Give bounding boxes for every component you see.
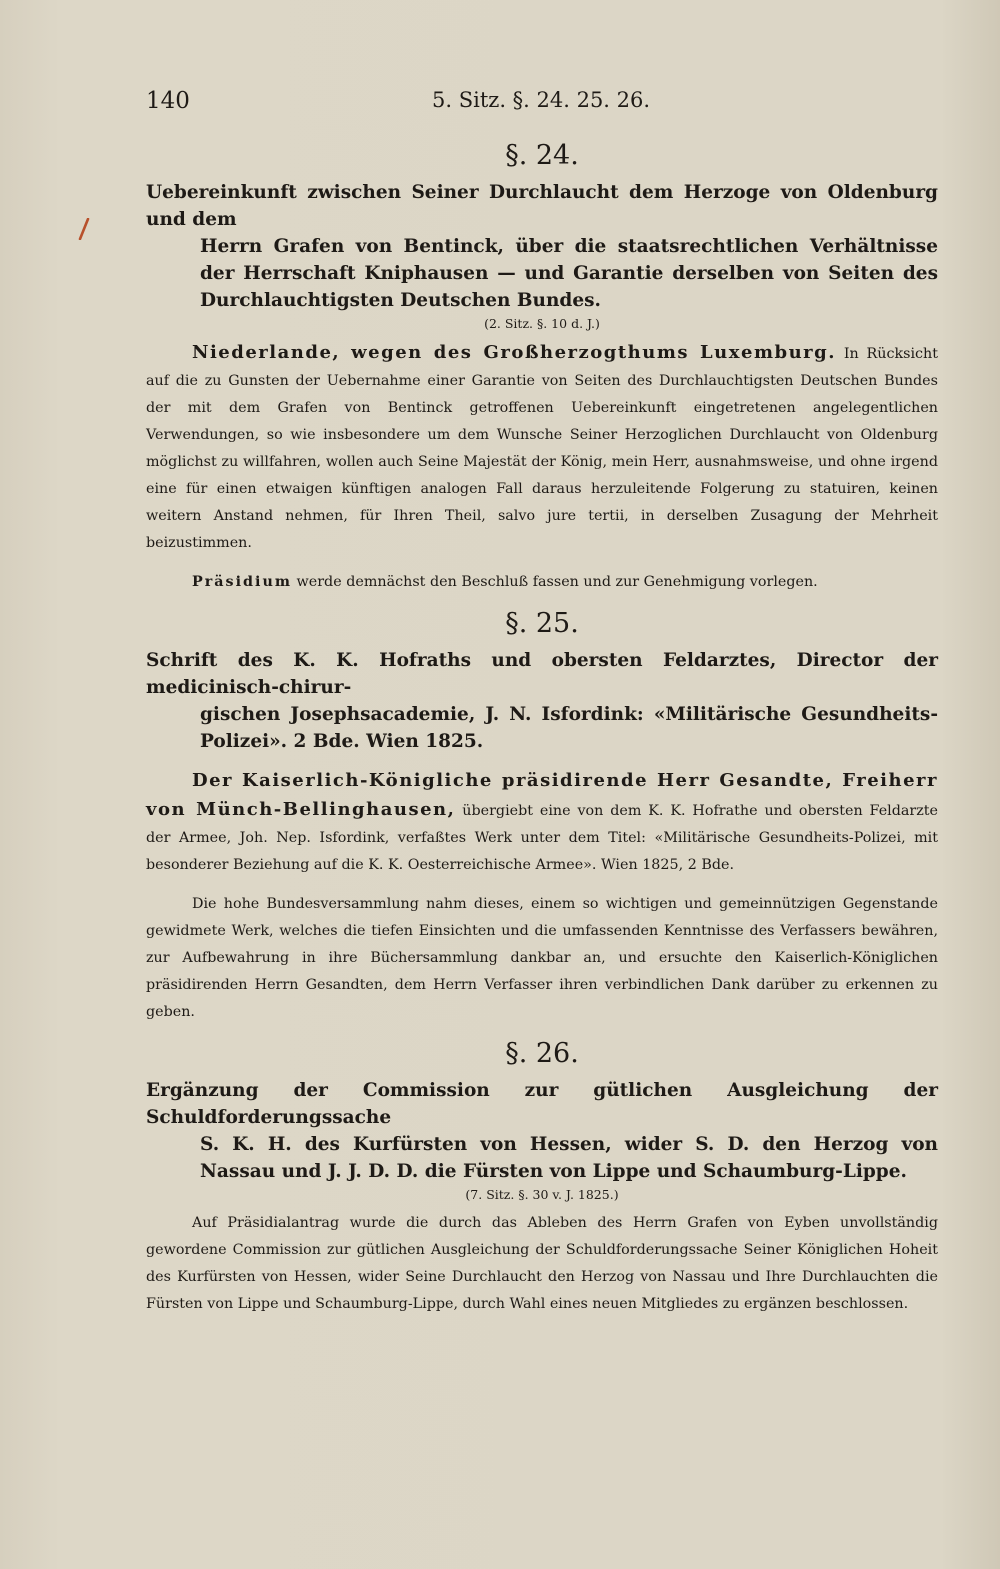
- section-26-title-line1: Ergänzung der Commission zur gütlichen Ausgleichung der Schuldforderungssache: [146, 1080, 938, 1128]
- running-title: 5. Sitz. §. 24. 25. 26.: [432, 88, 651, 112]
- section-24-p2-text: werde demnächst den Beschluß fassen und zur Genehmigung vorlegen.: [291, 574, 818, 590]
- section-24-paragraph-2: [146, 569, 938, 596]
- running-head: [146, 88, 938, 128]
- section-26-citation: (7. Sitz. §. 30 v. J. 1825.): [465, 1187, 619, 1202]
- section-26-paragraph-1: Auf Präsidialantrag wurde die durch das Ableben des Herrn Grafen von Eyben unvollständig gewordene Commission zur gütlichen Ausgleichung der Schuldforderungssache Seiner Königlichen Hoheit des Kurfürsten von Hessen, wider Seine Durchlaucht den Herzog von Nassau und Ihre Durchlauchten die Fürsten von Lippe und Schaumburg-Lippe, durch Wahl eines neuen Mitgliedes zu ergänzen beschlossen.: [146, 1215, 938, 1312]
- section-24-citation: (2. Sitz. §. 10 d. J.): [484, 316, 600, 331]
- page-content: [146, 88, 938, 1318]
- section-25-paragraph-1: [146, 767, 938, 879]
- page-number: 140: [146, 88, 190, 114]
- section-24-number: §. 24.: [505, 140, 579, 171]
- section-25-number: §. 25.: [505, 608, 579, 639]
- section-24-title-rest: Herrn Grafen von Bentinck, über die staatsrechtlichen Verhältnisse der Herrschaft Kniphausen — und Garantie derselben von Seiten des Durchlauchtigsten Deutschen Bundes.: [200, 236, 938, 311]
- section-25-p1-lead: Der Kaiserlich-Königliche präsidirende Herr Gesandte, Freiherr von Münch-Bellinghausen,: [146, 770, 938, 820]
- section-24-p2-lead: Präsidium: [192, 574, 292, 590]
- section-24-paragraph-1: [146, 339, 938, 557]
- section-24-title: [146, 179, 938, 314]
- section-24-p1-text: In Rücksicht auf die zu Gunsten der Uebernahme einer Garantie von Seiten des Durchlauchtigsten Deutschen Bundes der mit dem Grafen von Bentinck getroffenen Uebereinkunft eingetretenen angelegentlichen Verwendungen, so wie insbesondere um dem Wunsche Seiner Herzoglichen Durchlaucht von Oldenburg möglichst zu willfahren, wollen auch Seine Majestät der König, mein Herr, ausnahmsweise, und ohne irgend eine für einen etwaigen künftigen analogen Fall daraus herzuleitende Folgerung zu statuiren, keinen weitern Anstand nehmen, für Ihren Theil, salvo jure tertii, in derselben Zusagung der Mehrheit beizustimmen.: [146, 346, 938, 551]
- section-25-paragraph-2: Die hohe Bundesversammlung nahm dieses, einem so wichtigen und gemeinnützigen Gegenstande gewidmete Werk, welches die tiefen Einsichten und die umfassenden Kenntnisse des Verfassers bewähren, zur Aufbewahrung in ihre Büchersammlung dankbar an, und ersuchte den Kaiserlich-Königlichen präsidirenden Herrn Gesandten, dem Herrn Verfasser ihren verbindlichen Dank darüber zu erkennen zu geben.: [146, 896, 938, 1020]
- section-25-title-line1: Schrift des K. K. Hofraths und obersten Feldarztes, Director der medicinisch-chirur-: [146, 650, 938, 698]
- section-25-title-rest: gischen Josephsacademie, J. N. Isfordink: «Militärische Gesundheits-Polizei». 2 Bde. Wien 1825.: [200, 704, 938, 752]
- section-26-title-rest: S. K. H. des Kurfürsten von Hessen, wider S. D. den Herzog von Nassau und J. J. D. D. die Fürsten von Lippe und Schaumburg-Lippe.: [200, 1134, 938, 1182]
- section-24-title-line1: Uebereinkunft zwischen Seiner Durchlaucht dem Herzoge von Oldenburg und dem: [146, 182, 938, 230]
- section-25-p1-text: übergiebt eine von dem K. K. Hofrathe und obersten Feldarzte der Armee, Joh. Nep. Isfordink, verfaßtes Werk unter dem Titel: «Militärische Gesundheits-Polizei, mit besonderer Beziehung auf die K. K. Oesterreichische Armee». Wien 1825, 2 Bde.: [146, 803, 938, 873]
- section-26-title: [146, 1077, 938, 1185]
- section-26-number: §. 26.: [505, 1038, 579, 1069]
- section-24-p1-lead: Niederlande, wegen des Großherzogthums Luxemburg.: [192, 342, 837, 363]
- margin-pencil-mark: [78, 218, 90, 240]
- section-25-title: [146, 647, 938, 755]
